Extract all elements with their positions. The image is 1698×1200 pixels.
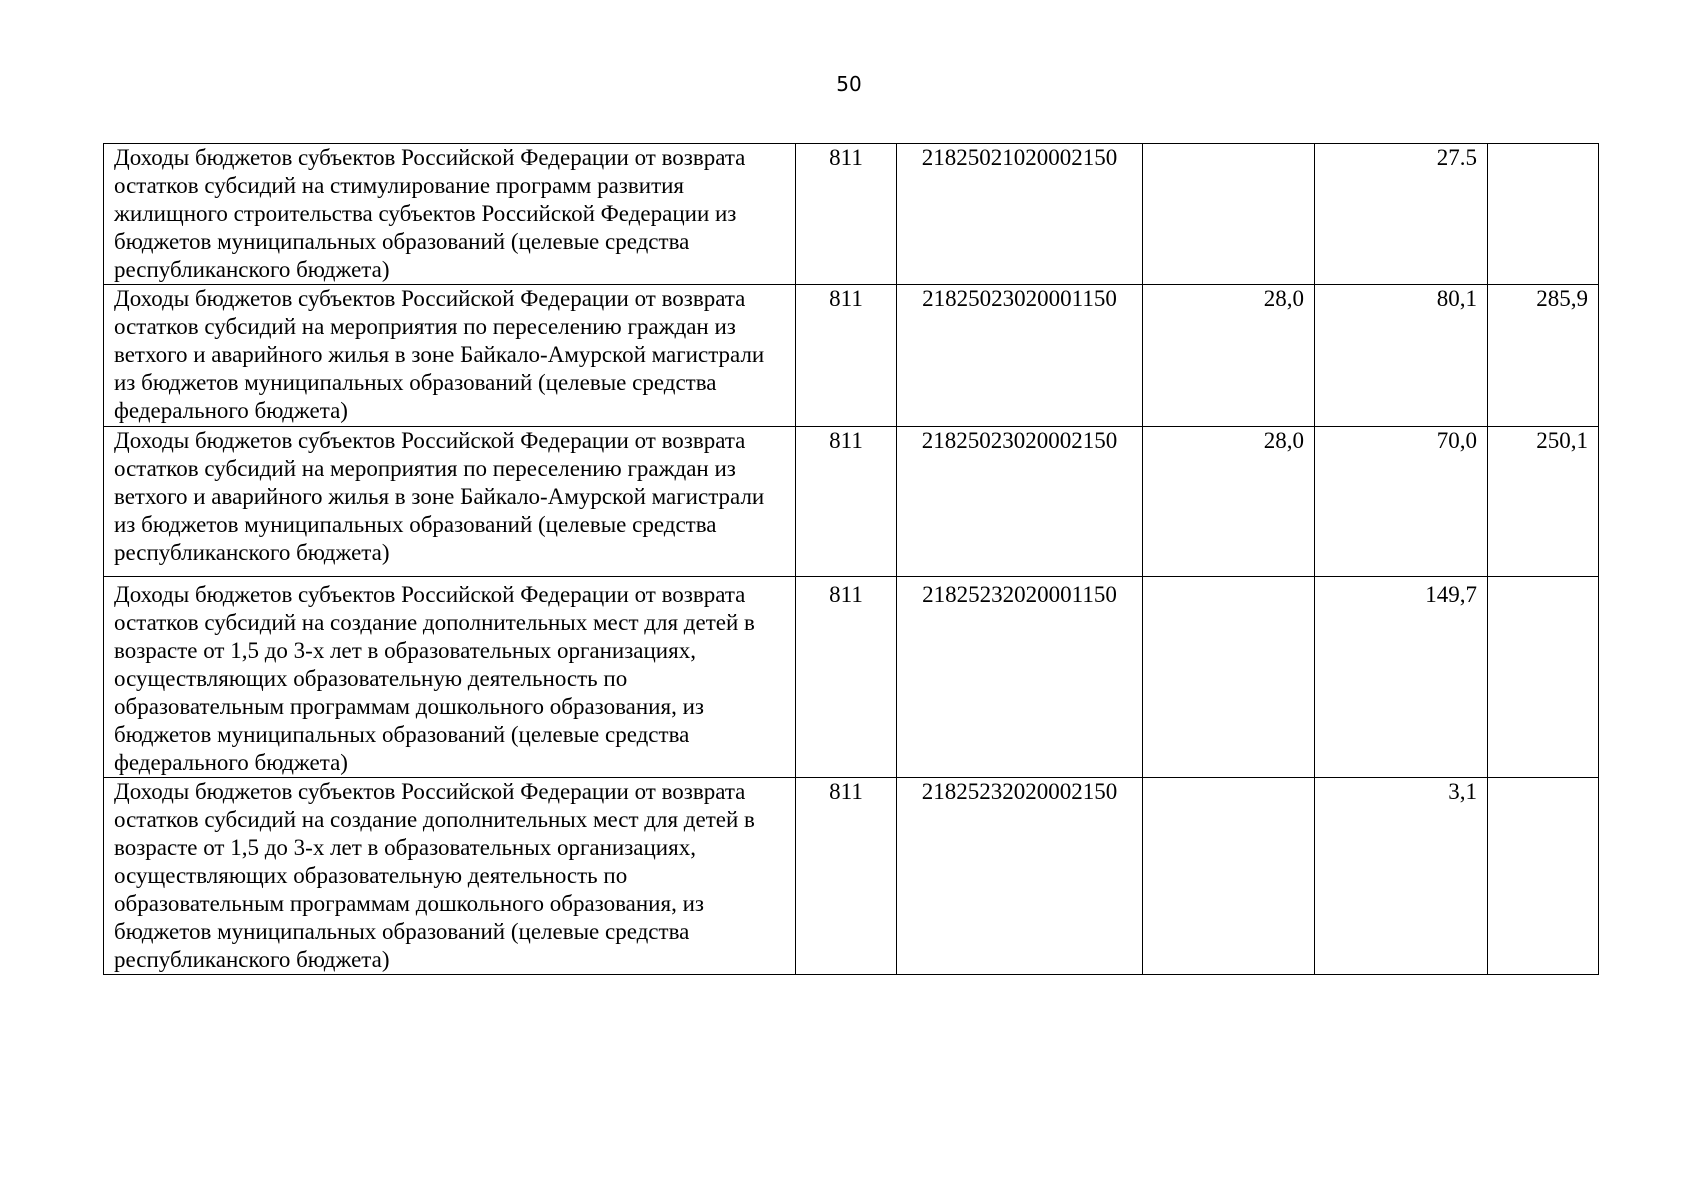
budget-code-cell: 21825232020002150	[897, 778, 1143, 975]
budget-code-cell: 21825023020002150	[897, 427, 1143, 577]
value-1-cell	[1143, 144, 1315, 285]
value-3-cell	[1488, 144, 1599, 285]
value-3-cell	[1488, 577, 1599, 778]
value-2-cell: 70,0	[1315, 427, 1488, 577]
table-row	[104, 144, 1599, 285]
admin-code-cell: 811	[796, 577, 897, 778]
admin-code-cell: 811	[796, 427, 897, 577]
budget-code-cell: 21825023020001150	[897, 285, 1143, 427]
value-3-cell: 285,9	[1488, 285, 1599, 427]
revenue-name-cell: Доходы бюджетов субъектов Российской Федерации от возврата остатков субсидий на мероприятия по переселению граждан из ветхого и аварийного жилья в зоне Байкало-Амурской магистрали из бюджетов муниципальных образований (целевые средства федерального бюджета)	[104, 285, 796, 427]
admin-code-cell: 811	[796, 778, 897, 975]
value-1-cell: 28,0	[1143, 285, 1315, 427]
value-1-cell	[1143, 577, 1315, 778]
value-2-cell: 27.5	[1315, 144, 1488, 285]
revenue-name-cell: Доходы бюджетов субъектов Российской Федерации от возврата остатков субсидий на стимулирование программ развития жилищного строительства субъектов Российской Федерации из бюджетов муниципальных образований (целевые средства республиканского бюджета)	[104, 144, 796, 285]
budget-code-cell: 21825232020001150	[897, 577, 1143, 778]
table-row	[104, 577, 1599, 778]
value-2-cell: 149,7	[1315, 577, 1488, 778]
page-number: 50	[836, 72, 862, 96]
revenue-name-cell: Доходы бюджетов субъектов Российской Федерации от возврата остатков субсидий на создание дополнительных мест для детей в возрасте от 1,5 до 3-х лет в образовательных организациях, осуществляющих образовательную деятельность по образовательным программам дошкольного образования, из бюджетов муниципальных образований (целевые средства республиканского бюджета)	[104, 778, 796, 975]
value-2-cell: 80,1	[1315, 285, 1488, 427]
admin-code-cell: 811	[796, 144, 897, 285]
table-row	[104, 778, 1599, 975]
value-1-cell: 28,0	[1143, 427, 1315, 577]
revenue-name-cell: Доходы бюджетов субъектов Российской Федерации от возврата остатков субсидий на мероприятия по переселению граждан из ветхого и аварийного жилья в зоне Байкало-Амурской магистрали из бюджетов муниципальных образований (целевые средства республиканского бюджета)	[104, 427, 796, 577]
value-1-cell	[1143, 778, 1315, 975]
admin-code-cell: 811	[796, 285, 897, 427]
value-3-cell	[1488, 778, 1599, 975]
table-row	[104, 427, 1599, 577]
budget-code-cell: 21825021020002150	[897, 144, 1143, 285]
revenue-name-cell: Доходы бюджетов субъектов Российской Федерации от возврата остатков субсидий на создание дополнительных мест для детей в возрасте от 1,5 до 3-х лет в образовательных организациях, осуществляющих образовательную деятельность по образовательным программам дошкольного образования, из бюджетов муниципальных образований (целевые средства федерального бюджета)	[104, 577, 796, 778]
value-2-cell: 3,1	[1315, 778, 1488, 975]
table-row	[104, 285, 1599, 427]
value-3-cell: 250,1	[1488, 427, 1599, 577]
revenue-table	[103, 143, 1599, 975]
